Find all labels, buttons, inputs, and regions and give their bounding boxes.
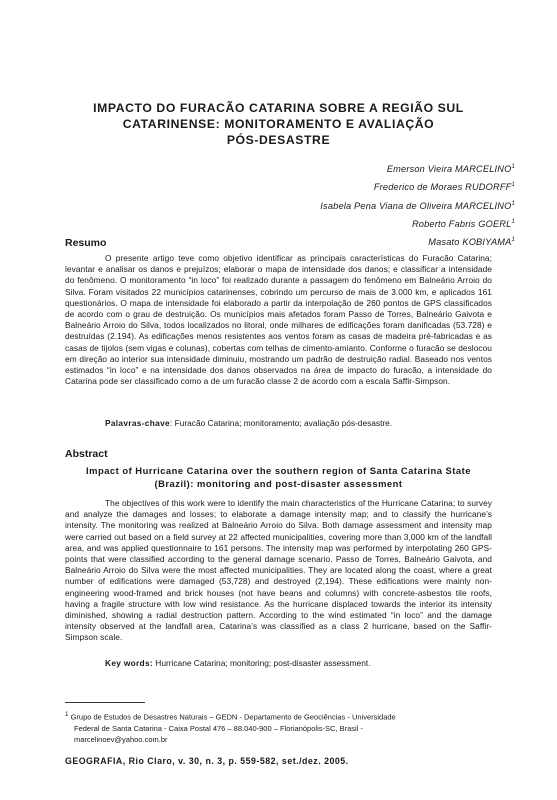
author-2: Frederico de Moraes RUDORFF$^1$ bbox=[373, 182, 515, 193]
palavras-chave bbox=[105, 418, 392, 428]
abstract-text: The objectives of this work were to identify the main characteristics of the Hurricane Catarina; to survey and analyze the damages and losses; to elaborate a damage intensity map; and to classify the hurricane’s intensity. The monitoring was realized at Balneário Arroio do Silva. Both damage assessment and intensity map were carried out based on a field survey at 22 affected municipalities, covering more than 3,000 km of the landfall area, and was applied questionnaire to 161 persons. The intensity map was performed by interpolating 260 GPS-points that were classified according to the general damage scenario. Passo de Torres, Balneário Gaivota, and Balneário Arroio do Silva were the most affected municipalities. They are located along the coast, where a great number of edifications were damaged (53,728) and destroyed (2,194). These edifications were mainly non-engineering wood-framed and brick houses (not have beans and columns) with concrete-asbestos tile roofs, having a fragile structure with low wind resistance. As the hurricane displaced towards the interior its intensity diminished, showing a radial destruction pattern. According to the wind estimated “in loco” and the damage intensity observed at the landfall area, Catarina’s was classified as a class 2 hurricane, based on the Saffir-Simpson scale. bbox=[65, 498, 492, 643]
title-line-1: IMPACTO DO FURACÃO CATARINA SOBRE A REGIÃO SUL bbox=[93, 101, 464, 115]
author-4: Roberto Fabris GOERL$^1$ bbox=[411, 218, 515, 229]
author-list bbox=[320, 159, 515, 250]
resumo-body bbox=[65, 253, 492, 387]
abstract-heading: Abstract bbox=[65, 448, 108, 460]
article-title bbox=[60, 100, 497, 148]
english-title: Impact of Hurricane Catarina over the southern region of Santa Catarina State (Brazil): monitoring and post-disaster assessment bbox=[86, 465, 471, 489]
abstract-body bbox=[65, 498, 492, 644]
resumo-text: O presente artigo teve como objetivo identificar as principais características do Furacão Catarina; levantar e analisar os danos e prejuízos; elaborar o mapa de intensidade dos danos; e classificar a intensidade do fenômeno. O monitoramento “in loco” foi realizado durante a passagem do fenômeno em Balneário Arroio do Silva. Foram visitados 22 municípios catarinenses, cobrindo um percurso de mais de 3.000 km, e aplicados 161 questionários. O mapa de intensidade foi elaborado a partir da interpolação de 260 pontos de GPS classificados de acordo com o grau de destruição. Os municípios mais afetados foram Passo de Torres, Balneário Gaivota e Balneário Arroio do Silva, todos localizados no litoral, onde milhares de edificações foram danificadas (53.728) e destruídas (2.194). As edificações menos resistentes aos ventos foram as casas de madeira pré-fabricadas e as casas de tijolos (sem vigas e colunas), cobertas com telhas de cimento-amianto. Conforme o furacão se deslocou em direção ao interior sua intensidade diminuiu, mostrando um padrão de destruição radial. Baseado nos ventos estimados “in loco” e na intensidade dos danos observados na área de impacto do furacão, a intensidade do Catarina pode ser classificado como a de um furacão classe 2 de acordo com a escala Saffir-Simpson. bbox=[65, 253, 492, 387]
footnote-divider bbox=[65, 702, 145, 703]
footnote-mark: 1 bbox=[65, 711, 69, 718]
footnote bbox=[65, 709, 492, 745]
palavras-chave-text: : Furacão Catarina; monitoramento; avaliação pós-desastre. bbox=[169, 418, 393, 428]
key-words bbox=[105, 658, 370, 668]
author-3: Isabela Pena Viana de Oliveira MARCELINO$^1$ bbox=[320, 200, 515, 211]
title-line-2: CATARINENSE: MONITORAMENTO E AVALIAÇÃO bbox=[122, 117, 435, 131]
author-5: Masato KOBIYAMA$^1$ bbox=[428, 237, 515, 248]
palavras-chave-label: Palavras-chave bbox=[105, 418, 170, 428]
key-words-label: Key words: bbox=[105, 658, 153, 668]
resumo-heading: Resumo bbox=[65, 237, 107, 249]
key-words-text: Hurricane Catarina; monitoring; post-disaster assessment. bbox=[152, 658, 371, 668]
footnote-email: marcelinoev@yahoo.com.br bbox=[74, 734, 168, 744]
author-1: Emerson Vieira MARCELINO$^1$ bbox=[386, 164, 515, 175]
footnote-line-1: Grupo de Estudos de Desastres Naturais – GEDN - Departamento de Geociências - Universidade bbox=[70, 712, 396, 722]
title-line-3: PÓS-DESASTRE bbox=[226, 133, 331, 147]
journal-citation: GEOGRAFIA, Rio Claro, v. 30, n. 3, p. 559-582, set./dez. 2005. bbox=[65, 756, 349, 766]
footnote-line-2: Federal de Santa Catarina - Caixa Postal 476 – 88.040-900 – Florianópolis-SC, Brasil - bbox=[74, 723, 363, 733]
